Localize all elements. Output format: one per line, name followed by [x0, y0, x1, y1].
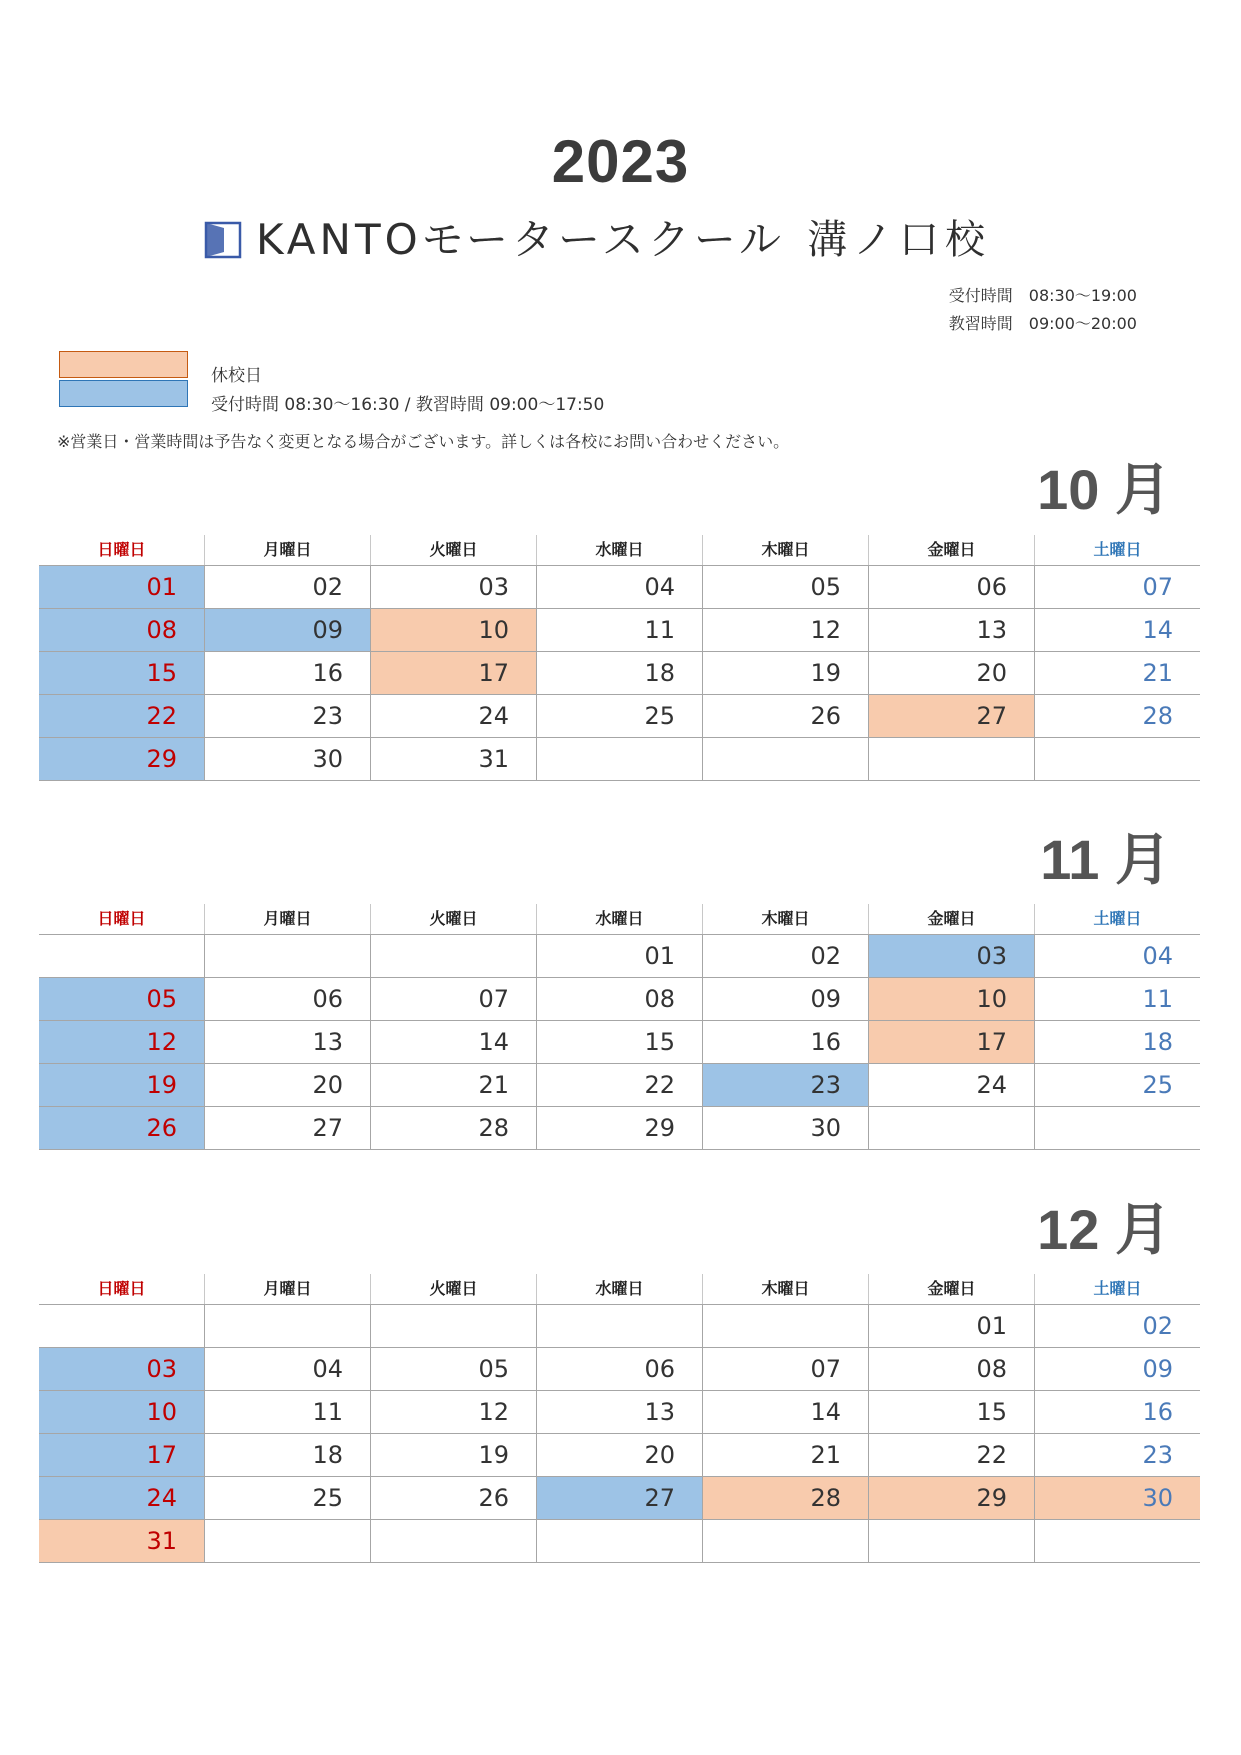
weekday-label: 金曜日 [868, 535, 1034, 565]
day-cell: 24 [370, 695, 536, 737]
day-cell: 28 [702, 1477, 868, 1519]
weekday-label: 火曜日 [370, 1274, 536, 1304]
day-cell: 03 [868, 935, 1034, 977]
weekday-label: 日曜日 [97, 540, 146, 559]
day-cell: 03 [39, 1348, 204, 1390]
day-cell: 08 [536, 978, 702, 1020]
day-cell: 11 [204, 1391, 370, 1433]
calendar-october [39, 535, 1200, 781]
day-cell: 02 [1034, 1305, 1200, 1347]
day-cell: 16 [702, 1021, 868, 1063]
weekday-label: 月曜日 [204, 1274, 370, 1304]
day-cell: 18 [1034, 1021, 1200, 1063]
empty-day-cell [204, 935, 370, 977]
day-cell: 21 [370, 1064, 536, 1106]
empty-day-cell [868, 738, 1034, 780]
legend-short-hours-swatch [59, 380, 188, 407]
day-cell: 08 [39, 609, 204, 651]
day-cell: 29 [39, 738, 204, 780]
day-cell: 05 [39, 978, 204, 1020]
day-cell: 16 [1034, 1391, 1200, 1433]
weekday-label: 日曜日 [97, 1279, 146, 1298]
day-cell: 30 [1034, 1477, 1200, 1519]
day-cell: 20 [204, 1064, 370, 1106]
school-brand [204, 212, 991, 268]
day-cell: 29 [536, 1107, 702, 1149]
day-cell: 07 [702, 1348, 868, 1390]
empty-day-cell [370, 1305, 536, 1347]
day-cell: 11 [1034, 978, 1200, 1020]
empty-day-cell [1034, 738, 1200, 780]
day-cell: 31 [370, 738, 536, 780]
day-cell: 02 [204, 566, 370, 608]
week-row [39, 1520, 1200, 1563]
day-cell: 01 [536, 935, 702, 977]
week-row [39, 1434, 1200, 1477]
weekday-header [39, 535, 1200, 566]
legend-closed-label: 休校日 [211, 366, 262, 386]
day-cell: 24 [39, 1477, 204, 1519]
weekday-label: 木曜日 [702, 535, 868, 565]
weekday-header [39, 904, 1200, 935]
week-row [39, 1064, 1200, 1107]
legend-short-hours-label: 受付時間 08:30〜16:30 / 教習時間 09:00〜17:50 [211, 395, 605, 415]
week-row [39, 1348, 1200, 1391]
week-row [39, 978, 1200, 1021]
weekday-label: 月曜日 [204, 904, 370, 934]
day-cell: 09 [1034, 1348, 1200, 1390]
month-title-oct: 10 月 [1037, 458, 1171, 521]
weekday-label: 木曜日 [702, 1274, 868, 1304]
legend-closed-swatch [59, 351, 188, 378]
week-row [39, 1021, 1200, 1064]
week-row [39, 1477, 1200, 1520]
day-cell: 12 [702, 609, 868, 651]
day-cell: 21 [1034, 652, 1200, 694]
day-cell: 18 [204, 1434, 370, 1476]
branch-name: 溝ノ口校 [807, 217, 992, 263]
empty-day-cell [39, 935, 204, 977]
day-cell: 14 [1034, 609, 1200, 651]
weekday-label: 水曜日 [536, 1274, 702, 1304]
weekday-label: 土曜日 [1034, 904, 1200, 934]
week-row [39, 695, 1200, 738]
empty-day-cell [1034, 1107, 1200, 1149]
day-cell: 09 [204, 609, 370, 651]
day-cell: 12 [39, 1021, 204, 1063]
day-cell: 26 [702, 695, 868, 737]
day-cell: 04 [536, 566, 702, 608]
weekday-label: 土曜日 [1034, 535, 1200, 565]
empty-day-cell [370, 935, 536, 977]
day-cell: 23 [702, 1064, 868, 1106]
day-cell: 14 [370, 1021, 536, 1063]
month-title-dec: 12 月 [1037, 1198, 1171, 1261]
day-cell: 01 [868, 1305, 1034, 1347]
weekday-label: 水曜日 [536, 535, 702, 565]
day-cell: 19 [370, 1434, 536, 1476]
calendar-december [39, 1274, 1200, 1563]
day-cell: 10 [370, 609, 536, 651]
day-cell: 10 [39, 1391, 204, 1433]
week-row [39, 1107, 1200, 1150]
day-cell: 28 [370, 1107, 536, 1149]
day-cell: 22 [868, 1434, 1034, 1476]
year-title: 2023 [551, 128, 690, 195]
weekday-header [39, 1274, 1200, 1305]
week-row [39, 609, 1200, 652]
day-cell: 25 [536, 695, 702, 737]
empty-day-cell [536, 1520, 702, 1562]
day-cell: 30 [204, 738, 370, 780]
empty-day-cell [204, 1520, 370, 1562]
week-row [39, 1391, 1200, 1434]
empty-day-cell [39, 1305, 204, 1347]
day-cell: 16 [204, 652, 370, 694]
day-cell: 06 [204, 978, 370, 1020]
notice-text: ※営業日・営業時間は予告なく変更となる場合がございます。詳しくは各校にお問い合わせください。 [57, 432, 790, 451]
empty-day-cell [204, 1305, 370, 1347]
weekday-label: 水曜日 [536, 904, 702, 934]
weekday-label: 日曜日 [97, 909, 146, 928]
empty-day-cell [536, 1305, 702, 1347]
day-cell: 20 [868, 652, 1034, 694]
day-cell: 27 [204, 1107, 370, 1149]
day-cell: 15 [39, 652, 204, 694]
day-cell: 30 [702, 1107, 868, 1149]
day-cell: 15 [536, 1021, 702, 1063]
day-cell: 13 [204, 1021, 370, 1063]
week-row [39, 1305, 1200, 1348]
day-cell: 04 [1034, 935, 1200, 977]
day-cell: 10 [868, 978, 1034, 1020]
week-row [39, 935, 1200, 978]
day-cell: 17 [370, 652, 536, 694]
month-title-nov: 11 月 [1040, 828, 1171, 891]
day-cell: 21 [702, 1434, 868, 1476]
empty-day-cell [868, 1520, 1034, 1562]
day-cell: 23 [204, 695, 370, 737]
lesson-hours: 教習時間 09:00〜20:00 [948, 314, 1137, 333]
day-cell: 26 [370, 1477, 536, 1519]
week-row [39, 738, 1200, 781]
empty-day-cell [536, 738, 702, 780]
day-cell: 13 [868, 609, 1034, 651]
empty-day-cell [1034, 1520, 1200, 1562]
day-cell: 24 [868, 1064, 1034, 1106]
kanto-logo-icon [204, 220, 244, 260]
week-row [39, 652, 1200, 695]
day-cell: 05 [370, 1348, 536, 1390]
empty-day-cell [702, 1305, 868, 1347]
weekday-label: 火曜日 [370, 904, 536, 934]
weekday-label: 木曜日 [702, 904, 868, 934]
calendar-november [39, 904, 1200, 1150]
day-cell: 08 [868, 1348, 1034, 1390]
day-cell: 28 [1034, 695, 1200, 737]
day-cell: 25 [1034, 1064, 1200, 1106]
day-cell: 06 [868, 566, 1034, 608]
day-cell: 27 [868, 695, 1034, 737]
day-cell: 19 [39, 1064, 204, 1106]
day-cell: 01 [39, 566, 204, 608]
day-cell: 22 [536, 1064, 702, 1106]
weekday-label: 金曜日 [868, 1274, 1034, 1304]
empty-day-cell [702, 1520, 868, 1562]
reception-hours: 受付時間 08:30〜19:00 [948, 286, 1137, 305]
day-cell: 09 [702, 978, 868, 1020]
day-cell: 20 [536, 1434, 702, 1476]
day-cell: 05 [702, 566, 868, 608]
day-cell: 27 [536, 1477, 702, 1519]
weekday-label: 金曜日 [868, 904, 1034, 934]
empty-day-cell [702, 738, 868, 780]
day-cell: 18 [536, 652, 702, 694]
day-cell: 03 [370, 566, 536, 608]
day-cell: 07 [370, 978, 536, 1020]
empty-day-cell [868, 1107, 1034, 1149]
empty-day-cell [370, 1520, 536, 1562]
day-cell: 22 [39, 695, 204, 737]
day-cell: 04 [204, 1348, 370, 1390]
day-cell: 31 [39, 1520, 204, 1562]
day-cell: 14 [702, 1391, 868, 1433]
day-cell: 12 [370, 1391, 536, 1433]
weekday-label: 火曜日 [370, 535, 536, 565]
day-cell: 26 [39, 1107, 204, 1149]
week-row [39, 566, 1200, 609]
day-cell: 19 [702, 652, 868, 694]
day-cell: 29 [868, 1477, 1034, 1519]
day-cell: 06 [536, 1348, 702, 1390]
day-cell: 25 [204, 1477, 370, 1519]
day-cell: 17 [39, 1434, 204, 1476]
day-cell: 13 [536, 1391, 702, 1433]
day-cell: 17 [868, 1021, 1034, 1063]
weekday-label: 土曜日 [1034, 1274, 1200, 1304]
school-name: KANTOモータースクール [256, 215, 786, 264]
day-cell: 02 [702, 935, 868, 977]
day-cell: 11 [536, 609, 702, 651]
weekday-label: 月曜日 [204, 535, 370, 565]
day-cell: 23 [1034, 1434, 1200, 1476]
day-cell: 07 [1034, 566, 1200, 608]
day-cell: 15 [868, 1391, 1034, 1433]
